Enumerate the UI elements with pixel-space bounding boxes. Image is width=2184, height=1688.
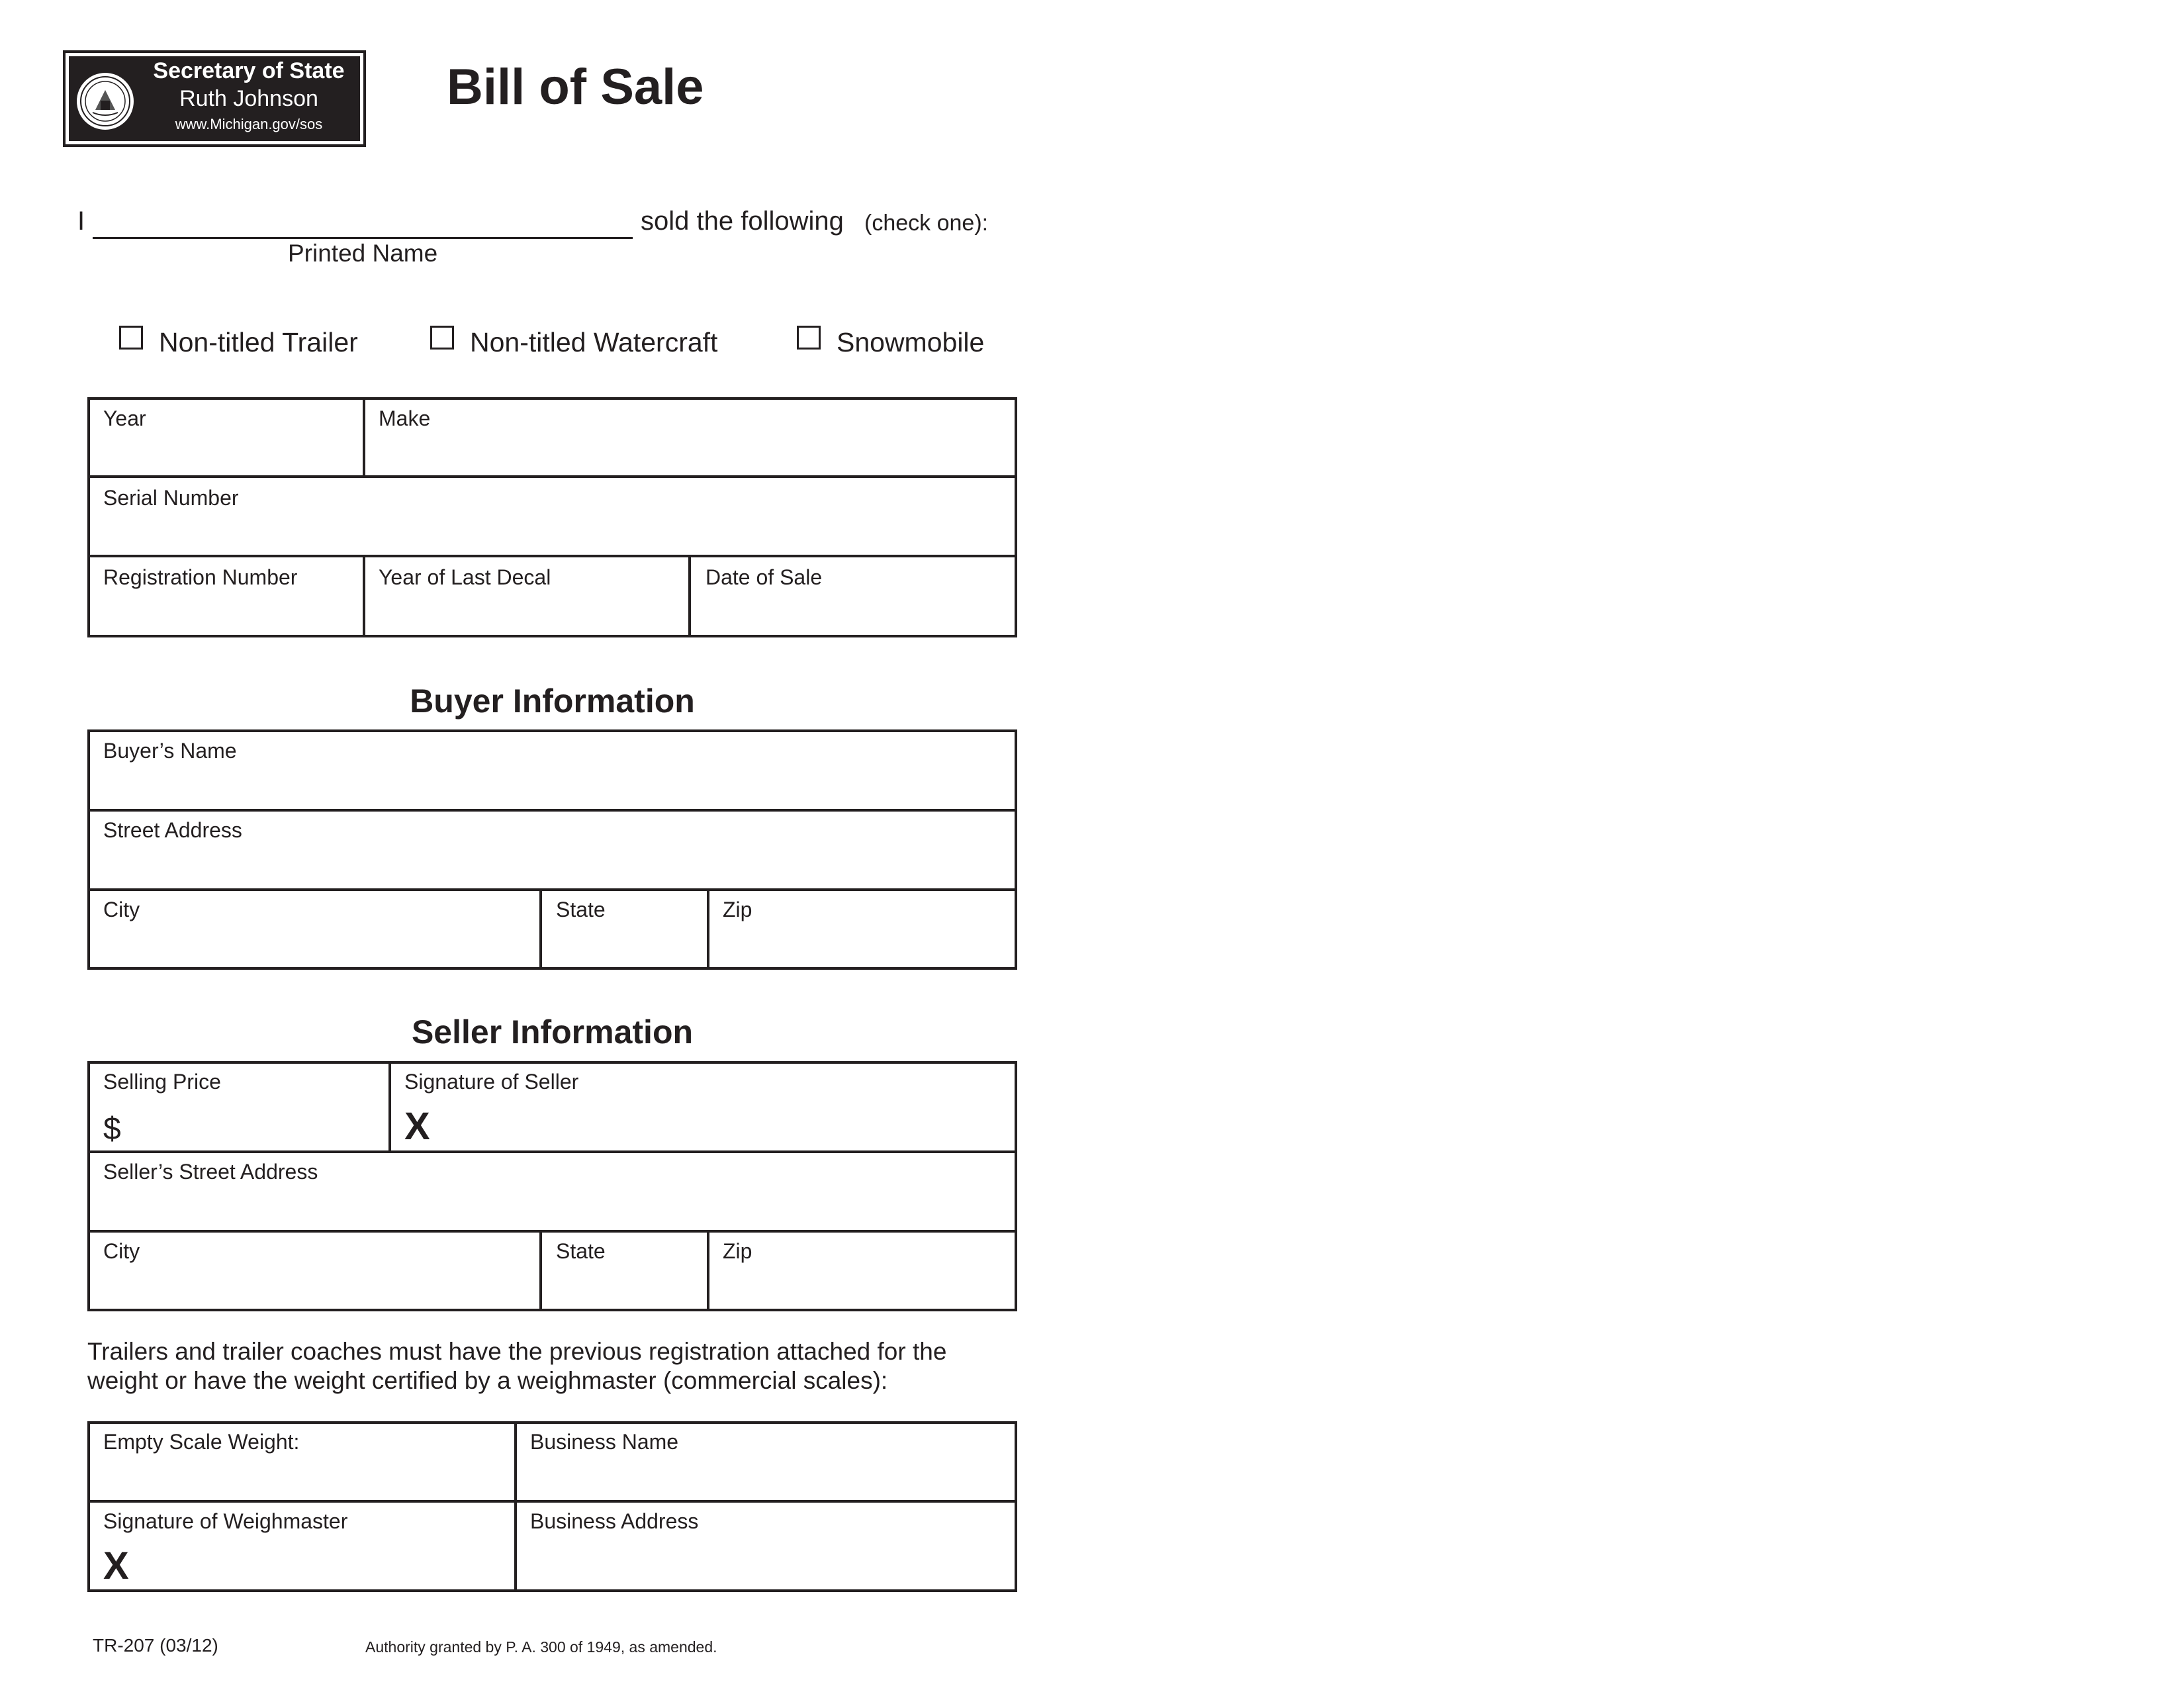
seller-section-heading: Seller Information bbox=[411, 1013, 694, 1051]
weight-note bbox=[87, 1337, 1027, 1395]
buyer-row-divider bbox=[87, 888, 1017, 891]
business-address-field-label[interactable]: Business Address bbox=[530, 1509, 699, 1533]
vehicle-row-divider bbox=[87, 475, 1017, 478]
seller-city-field-label[interactable]: City bbox=[103, 1239, 140, 1263]
vehicle-col-divider bbox=[363, 397, 365, 477]
seller-col-divider bbox=[388, 1061, 391, 1152]
year-field-label[interactable]: Year bbox=[103, 406, 146, 430]
form-id: TR-207 (03/12) bbox=[93, 1635, 218, 1656]
option-label-trailer: Non-titled Trailer bbox=[159, 327, 358, 357]
buyer-name-field-label[interactable]: Buyer’s Name bbox=[103, 739, 237, 763]
seller-signature-field-label[interactable]: Signature of Seller bbox=[404, 1070, 579, 1094]
weighmaster-signature-field-label[interactable]: Signature of Weighmaster bbox=[103, 1509, 348, 1533]
state-seal-icon bbox=[75, 71, 135, 131]
checkbox-snowmobile[interactable] bbox=[797, 326, 821, 350]
selling-price-field-label[interactable]: Selling Price bbox=[103, 1070, 221, 1094]
seller-col-divider bbox=[707, 1230, 709, 1311]
weighmaster-row-divider bbox=[87, 1500, 1017, 1503]
seller-row-divider bbox=[87, 1230, 1017, 1233]
logo-official-name: Ruth Johnson bbox=[179, 86, 318, 111]
seller-info-table bbox=[87, 1061, 1017, 1311]
option-label-watercraft: Non-titled Watercraft bbox=[470, 327, 718, 357]
authority-note: Authority granted by P. A. 300 of 1949, as amended. bbox=[365, 1638, 717, 1656]
buyer-col-divider bbox=[707, 888, 709, 970]
intro-mid: sold the following bbox=[641, 207, 844, 236]
vehicle-col-divider bbox=[363, 555, 365, 637]
buyer-section-heading: Buyer Information bbox=[410, 682, 695, 720]
vehicle-row-divider bbox=[87, 555, 1017, 557]
option-label-snowmobile: Snowmobile bbox=[837, 327, 985, 357]
checkbox-non-titled-trailer[interactable] bbox=[119, 326, 143, 350]
buyer-row-divider bbox=[87, 809, 1017, 812]
date-of-sale-field-label[interactable]: Date of Sale bbox=[705, 565, 823, 589]
vehicle-info-table bbox=[87, 397, 1017, 637]
buyer-city-field-label[interactable]: City bbox=[103, 898, 140, 921]
buyer-info-table bbox=[87, 729, 1017, 970]
intro-prefix: I bbox=[77, 207, 85, 236]
checkbox-non-titled-watercraft[interactable] bbox=[430, 326, 454, 350]
make-field-label[interactable]: Make bbox=[379, 406, 431, 430]
seller-signature-x-mark: X bbox=[404, 1105, 430, 1148]
logo-title: Secretary of State bbox=[153, 58, 345, 83]
weighmaster-col-divider bbox=[514, 1421, 517, 1592]
buyer-zip-field-label[interactable]: Zip bbox=[723, 898, 752, 921]
page-title: Bill of Sale bbox=[447, 59, 704, 115]
buyer-street-field-label[interactable]: Street Address bbox=[103, 818, 242, 842]
weight-note-line-1: Trailers and trailer coaches must have the previous registration attached for the bbox=[87, 1338, 947, 1365]
registration-number-field-label[interactable]: Registration Number bbox=[103, 565, 298, 589]
serial-number-field-label[interactable]: Serial Number bbox=[103, 486, 239, 510]
intro-suffix: (check one): bbox=[864, 211, 989, 236]
printed-name-caption: Printed Name bbox=[288, 240, 438, 267]
weight-note-line-2: weight or have the weight certified by a weighmaster (commercial scales): bbox=[87, 1367, 888, 1394]
seller-zip-field-label[interactable]: Zip bbox=[723, 1239, 752, 1263]
seller-street-field-label[interactable]: Seller’s Street Address bbox=[103, 1160, 318, 1184]
seller-state-field-label[interactable]: State bbox=[556, 1239, 606, 1263]
buyer-col-divider bbox=[539, 888, 542, 970]
dollar-sign: $ bbox=[103, 1111, 121, 1147]
printed-name-field[interactable] bbox=[93, 237, 633, 239]
seller-col-divider bbox=[539, 1230, 542, 1311]
weighmaster-signature-x-mark: X bbox=[103, 1544, 129, 1587]
business-name-field-label[interactable]: Business Name bbox=[530, 1430, 679, 1454]
vehicle-col-divider bbox=[688, 555, 691, 637]
buyer-state-field-label[interactable]: State bbox=[556, 898, 606, 921]
logo-website: www.Michigan.gov/sos bbox=[175, 116, 323, 132]
seller-row-divider bbox=[87, 1150, 1017, 1153]
empty-scale-weight-field-label[interactable]: Empty Scale Weight: bbox=[103, 1430, 300, 1454]
year-of-last-decal-field-label[interactable]: Year of Last Decal bbox=[379, 565, 551, 589]
